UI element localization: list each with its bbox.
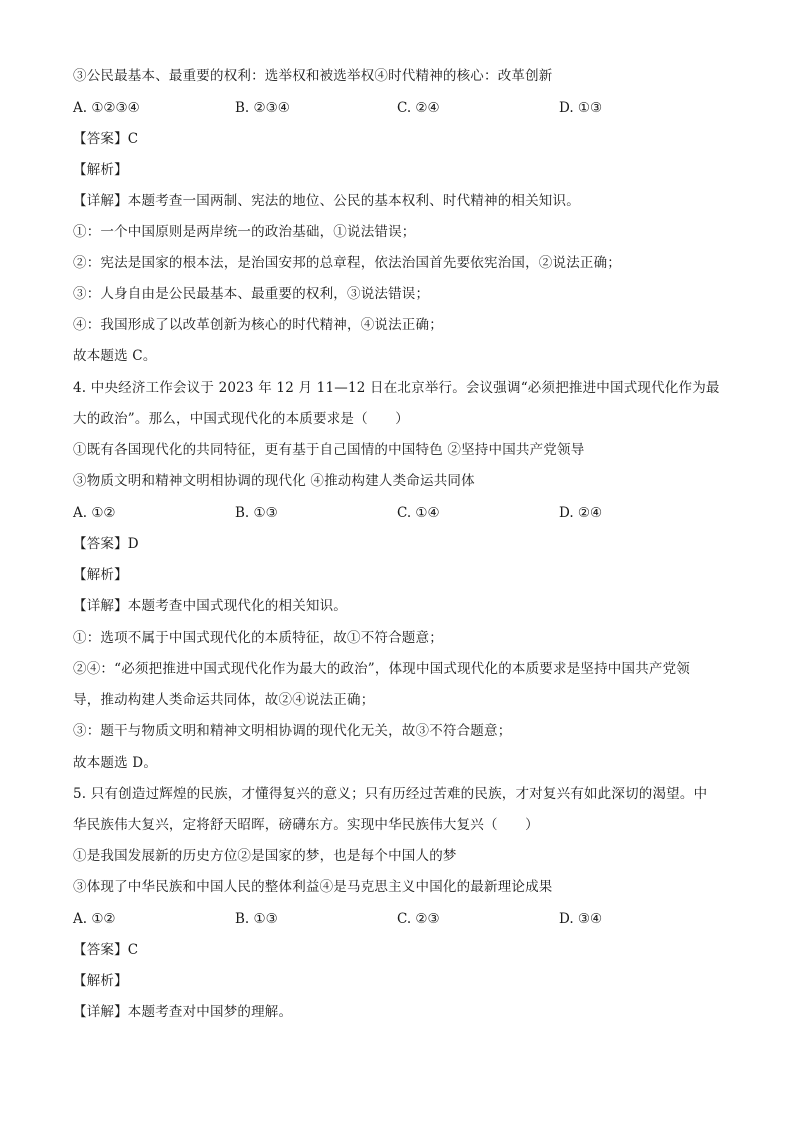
q5-option-d: D. ③④ xyxy=(559,911,603,927)
q3-detail-line: ③：人身自由是公民最基本、最重要的权利，③说法错误； xyxy=(73,286,430,302)
q5-stem-line: 华民族伟大复兴，定将舒天昭晖，磅礴东方。实现中华民族伟大复兴（ ） xyxy=(73,817,539,833)
q4-detail-line: ②④：“必须把推进中国式现代化作为最大的政治”，体现中国式现代化的本质要求是坚持中国共产党领 xyxy=(73,661,691,677)
q4-option-c: C. ①④ xyxy=(397,505,440,521)
q3-conclusion: 故本题选 C。 xyxy=(73,348,157,364)
q3-statement-line: ③公民最基本、最重要的权利：选举权和被选举权④时代精神的核心：改革创新 xyxy=(73,68,553,84)
q3-option-a: A. ①②③④ xyxy=(73,100,140,116)
q3-detail-intro: 【详解】本题考查一国两制、宪法的地位、公民的基本权利、时代精神的相关知识。 xyxy=(73,193,580,209)
q4-detail-intro: 【详解】本题考查中国式现代化的相关知识。 xyxy=(73,598,347,614)
q4-detail-line: ①：选项不属于中国式现代化的本质特征，故①不符合题意； xyxy=(73,630,443,646)
q4-stem-line: 大的政治”。那么，中国式现代化的本质要求是（ ） xyxy=(73,411,409,427)
q3-detail-line: ①：一个中国原则是两岸统一的政治基础，①说法错误； xyxy=(73,224,416,240)
q3-detail-line: ②：宪法是国家的根本法，是治国安邦的总章程，依法治国首先要依宪治国，②说法正确； xyxy=(73,255,621,271)
q5-stem-line: 5. 只有创造过辉煌的民族，才懂得复兴的意义；只有历经过苦难的民族，才对复兴有如此深切的渴望。中 xyxy=(73,786,708,802)
q3-option-d: D. ①③ xyxy=(559,100,603,116)
q3-answer: 【答案】C xyxy=(73,131,139,147)
q4-answer: 【答案】D xyxy=(73,536,139,552)
q3-detail-line: ④：我国形成了以改革创新为核心的时代精神，④说法正确； xyxy=(73,317,443,333)
q4-option-a: A. ①② xyxy=(73,505,116,521)
q3-analysis-label: 【解析】 xyxy=(73,162,128,178)
q3-option-c: C. ②④ xyxy=(397,100,440,116)
q5-statement-line: ③体现了中华民族和中国人民的整体利益④是马克思主义中国化的最新理论成果 xyxy=(73,879,553,895)
q5-option-a: A. ①② xyxy=(73,911,116,927)
q5-detail-intro: 【详解】本题考查对中国梦的理解。 xyxy=(73,1004,293,1020)
q4-detail-line: ③：题干与物质文明和精神文明相协调的现代化无关，故③不符合题意； xyxy=(73,723,512,739)
q4-analysis-label: 【解析】 xyxy=(73,567,128,583)
q4-statement-line: ③物质文明和精神文明相协调的现代化 ④推动构建人类命运共同体 xyxy=(73,473,475,489)
q5-answer: 【答案】C xyxy=(73,942,139,958)
q5-option-b: B. ①③ xyxy=(235,911,278,927)
q4-statement-line: ①既有各国现代化的共同特征，更有基于自己国情的中国特色 ②坚持中国共产党领导 xyxy=(73,442,585,458)
q4-stem-line: 4. 中央经济工作会议于 2023 年 12 月 11—12 日在北京举行。会议强调“必须把推进中国式现代化作为最 xyxy=(73,380,720,396)
q5-analysis-label: 【解析】 xyxy=(73,973,128,989)
q4-conclusion: 故本题选 D。 xyxy=(73,755,158,771)
q5-statement-line: ①是我国发展新的历史方位②是国家的梦，也是每个中国人的梦 xyxy=(73,848,457,864)
q4-option-d: D. ②④ xyxy=(559,505,603,521)
q4-detail-line: 导，推动构建人类命运共同体，故②④说法正确； xyxy=(73,692,375,708)
q3-option-b: B. ②③④ xyxy=(235,100,290,116)
q5-option-c: C. ②③ xyxy=(397,911,440,927)
q4-option-b: B. ①③ xyxy=(235,505,278,521)
